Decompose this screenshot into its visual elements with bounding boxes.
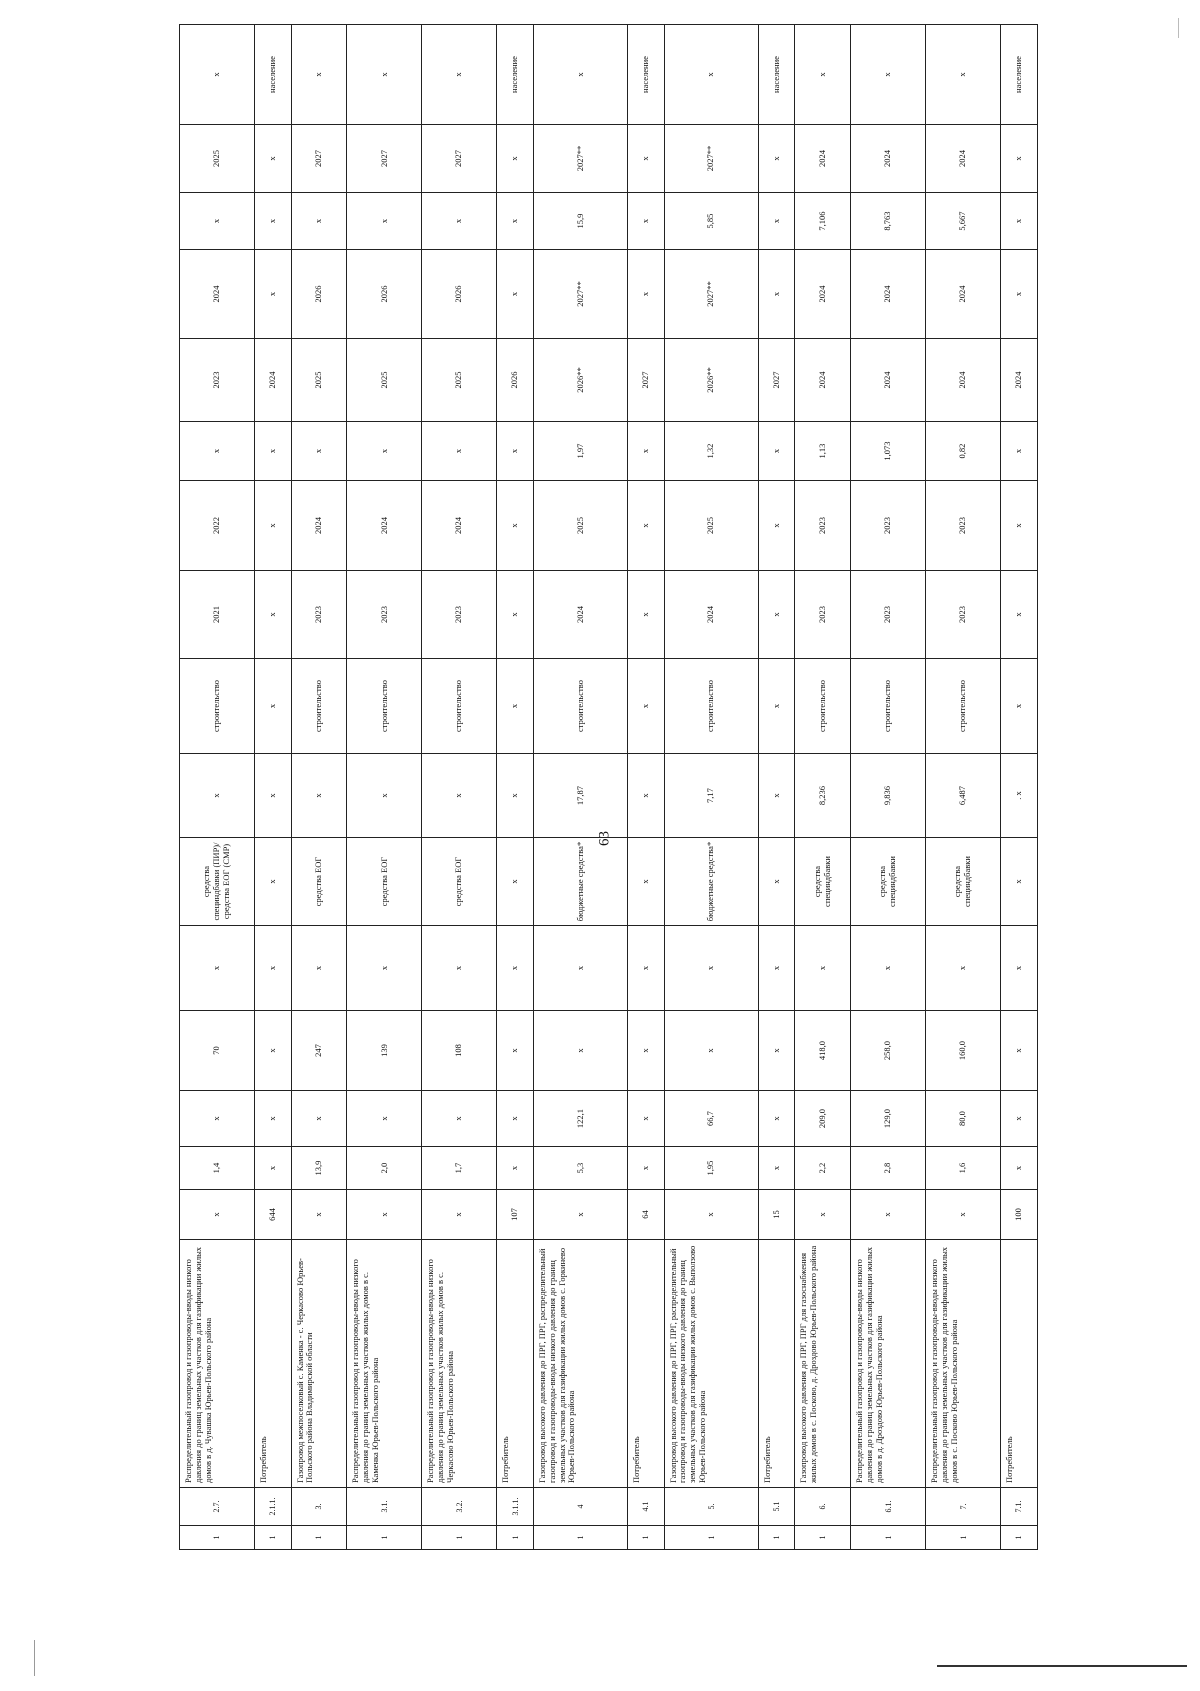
table-cell: x (254, 838, 291, 926)
table-cell: x (628, 1147, 665, 1190)
table-cell: 70 (180, 1011, 255, 1091)
row-name: Потребитель (497, 1240, 534, 1488)
table-cell: 1,13 (795, 422, 851, 481)
row-marker: 1 (1001, 1526, 1038, 1550)
row-marker: 1 (422, 1526, 497, 1550)
table-cell: 2023 (291, 571, 347, 659)
table-cell: x (254, 250, 291, 339)
table-cell: 5,85 (664, 193, 758, 250)
table-cell: средства специндбавки (795, 838, 851, 926)
table-cell: 139 (347, 1011, 422, 1091)
table-cell: x (628, 422, 665, 481)
row-name: Газопровод высокого давления до ПРГ, ПРГ, распределительный газопровод и газопроводы-вводы низкого давления до границ земельных участков для газификации жилых домов с. Горкинево Юрьев-Польского района (533, 1240, 627, 1488)
table-cell: строительство (926, 659, 1001, 754)
table-cell: строительство (347, 659, 422, 754)
table-cell: x (758, 1091, 795, 1147)
table-cell: x (628, 250, 665, 339)
table-cell: средства специндбавки (926, 838, 1001, 926)
table-row (795, 25, 851, 1550)
table-cell: 1,6 (926, 1147, 1001, 1190)
table-cell: население (254, 25, 291, 125)
table-cell: 66,7 (664, 1091, 758, 1147)
table-cell: x (1001, 926, 1038, 1011)
table-cell: строительство (180, 659, 255, 754)
table-cell: 13,9 (291, 1147, 347, 1190)
table-cell: x (758, 754, 795, 838)
table-cell: 2022 (180, 481, 255, 571)
table-cell: x (1001, 1091, 1038, 1147)
table-cell: x (180, 1190, 255, 1240)
table-cell: x (291, 926, 347, 1011)
table-cell: x (758, 926, 795, 1011)
table-cell: 0,82 (926, 422, 1001, 481)
table-cell: x (1001, 250, 1038, 339)
row-marker: 1 (664, 1526, 758, 1550)
row-index: 6.1. (851, 1488, 926, 1526)
table-cell: 2,2 (795, 1147, 851, 1190)
table-cell: x (1001, 422, 1038, 481)
row-index: 6. (795, 1488, 851, 1526)
table-cell: x (497, 754, 534, 838)
gasification-table (179, 24, 1038, 1550)
row-name: Потребитель (628, 1240, 665, 1488)
table-cell: 2023 (347, 571, 422, 659)
row-name: Потребитель (758, 1240, 795, 1488)
row-index: 3.2. (422, 1488, 497, 1526)
row-name: Потребитель (1001, 1240, 1038, 1488)
table-cell: 2021 (180, 571, 255, 659)
table-cell: x (1001, 125, 1038, 193)
table-cell: 2027 (758, 339, 795, 422)
table-cell: x (758, 659, 795, 754)
table-cell: x (291, 25, 347, 125)
table-cell: x (664, 926, 758, 1011)
table-cell: 2025 (664, 481, 758, 571)
table-cell: 2023 (795, 481, 851, 571)
row-marker: 1 (758, 1526, 795, 1550)
table-cell: 2,0 (347, 1147, 422, 1190)
table-cell: x (254, 1011, 291, 1091)
table-cell: 2024 (926, 250, 1001, 339)
table-body (180, 25, 1038, 1550)
table-cell: 2024 (795, 250, 851, 339)
table-cell: x (795, 25, 851, 125)
table-cell: x (497, 571, 534, 659)
row-index: 3. (291, 1488, 347, 1526)
table-cell: 2024 (926, 339, 1001, 422)
table-cell: 2027 (347, 125, 422, 193)
table-cell: x (497, 1091, 534, 1147)
table-cell: 1,32 (664, 422, 758, 481)
table-cell: строительство (851, 659, 926, 754)
row-name: Распределительный газопровод и газопроводы-вводы низкого давления до границ земельных участков жилых домов в с. Каменка Юрьев-Польского района (347, 1240, 422, 1488)
table-cell: 2024 (291, 481, 347, 571)
table-cell: строительство (795, 659, 851, 754)
table-cell: 100 (1001, 1190, 1038, 1240)
table-cell: x (291, 1091, 347, 1147)
table-cell: x (497, 838, 534, 926)
table-cell: 1,7 (422, 1147, 497, 1190)
scan-edge-mark-right (1178, 18, 1179, 38)
table-cell: 9,836 (851, 754, 926, 838)
table-cell: x (254, 125, 291, 193)
table-cell: x (347, 754, 422, 838)
table-cell: население (758, 25, 795, 125)
table-cell: x (347, 1190, 422, 1240)
table-cell: 1,073 (851, 422, 926, 481)
table-cell: x (1001, 481, 1038, 571)
table-cell: x (497, 659, 534, 754)
table-cell: 2025 (422, 339, 497, 422)
table-cell: x (628, 754, 665, 838)
table-cell: 2025 (533, 481, 627, 571)
table-row (180, 25, 255, 1550)
table-cell: 2023 (926, 481, 1001, 571)
table-cell: x (422, 193, 497, 250)
table-cell: x (1001, 571, 1038, 659)
row-marker: 1 (533, 1526, 627, 1550)
table-cell: x (180, 422, 255, 481)
table-row (347, 25, 422, 1550)
table-cell: строительство (664, 659, 758, 754)
row-index: 2.1.1. (254, 1488, 291, 1526)
table-cell: x (497, 125, 534, 193)
table-cell: 2026 (422, 250, 497, 339)
table-cell: 644 (254, 1190, 291, 1240)
table-cell: 2023 (180, 339, 255, 422)
row-marker: 1 (291, 1526, 347, 1550)
table-cell: 2023 (795, 571, 851, 659)
table-cell: x (422, 422, 497, 481)
table-cell: 2027** (533, 125, 627, 193)
table-cell: x (347, 422, 422, 481)
table-cell: x (533, 25, 627, 125)
table-cell: 258,0 (851, 1011, 926, 1091)
scan-edge-line (937, 1665, 1187, 1667)
table-cell: x (628, 1011, 665, 1091)
table-cell: x (180, 193, 255, 250)
table-cell: 7,106 (795, 193, 851, 250)
table-cell: 5,667 (926, 193, 1001, 250)
table-cell: 2027 (628, 339, 665, 422)
table-cell: население (497, 25, 534, 125)
table-cell: 2026** (533, 339, 627, 422)
row-name: Газопровод высокого давления до ПРГ, ПРГ, распределительный газопровод и газопроводы-вводы низкого давления до границ земельных участков для газификации жилых домов с. Выползово Юрьев-Польского района (664, 1240, 758, 1488)
table-cell: x (254, 1147, 291, 1190)
table-row (422, 25, 497, 1550)
table-cell: x (628, 571, 665, 659)
table-cell: x (1001, 1147, 1038, 1190)
table-cell: x (180, 1091, 255, 1147)
table-cell: 17,87 (533, 754, 627, 838)
table-cell: 418,0 (795, 1011, 851, 1091)
table-cell: x (1001, 659, 1038, 754)
row-index: 7. (926, 1488, 1001, 1526)
table-cell: x (254, 659, 291, 754)
table-cell: 80,0 (926, 1091, 1001, 1147)
table-cell: строительство (533, 659, 627, 754)
table-cell: x (254, 193, 291, 250)
table-cell: x (628, 193, 665, 250)
table-cell: 2024 (851, 250, 926, 339)
table-cell: x (533, 1190, 627, 1240)
table-cell: 108 (422, 1011, 497, 1091)
table-cell: 2027** (533, 250, 627, 339)
table-cell: 15 (758, 1190, 795, 1240)
table-cell: средства специндбавки (ПИР)/средства ЕОГ (СМР) (180, 838, 255, 926)
table-cell: x (795, 1190, 851, 1240)
table-cell: 1,4 (180, 1147, 255, 1190)
table-cell: x (291, 1190, 347, 1240)
table-cell: население (1001, 25, 1038, 125)
table-cell: 2025 (347, 339, 422, 422)
row-marker: 1 (254, 1526, 291, 1550)
row-marker: 1 (851, 1526, 926, 1550)
page-number: 63 (596, 831, 613, 846)
table-cell: x (758, 571, 795, 659)
table-cell: 247 (291, 1011, 347, 1091)
table-cell: 209,0 (795, 1091, 851, 1147)
row-marker: 1 (926, 1526, 1001, 1550)
table-cell: 2026 (347, 250, 422, 339)
table-row (926, 25, 1001, 1550)
table-cell: 2023 (851, 571, 926, 659)
table-cell: строительство (422, 659, 497, 754)
table-frame (179, 56, 1038, 1550)
table-cell: 2023 (422, 571, 497, 659)
table-cell: 2024 (795, 339, 851, 422)
row-name: Распределительный газопровод и газопроводы-вводы низкого давления до границ земельных участков для газификации жилых домов в д. Дроздово Юрьев-Польского района (851, 1240, 926, 1488)
table-cell: 2026 (291, 250, 347, 339)
table-cell: 2023 (851, 481, 926, 571)
table-cell: x (851, 1190, 926, 1240)
table-cell: 2026** (664, 339, 758, 422)
table-cell: население (628, 25, 665, 125)
table-cell: 2024 (1001, 339, 1038, 422)
table-cell: x (497, 1147, 534, 1190)
rotated-table-container (179, 56, 1038, 1550)
table-cell: x (291, 754, 347, 838)
row-index: 3.1. (347, 1488, 422, 1526)
row-name: Распределительный газопровод и газопроводы-вводы низкого давления до границ земельных участков для газификации жилых домов в с. Посково Юрьев-Польского района (926, 1240, 1001, 1488)
table-cell: x (758, 481, 795, 571)
table-cell: x (1001, 838, 1038, 926)
table-cell: x (533, 1011, 627, 1091)
table-row (851, 25, 926, 1550)
table-cell: 64 (628, 1190, 665, 1240)
table-cell: x (851, 926, 926, 1011)
table-cell: x (422, 25, 497, 125)
table-cell: x (664, 25, 758, 125)
table-cell: 2024 (347, 481, 422, 571)
table-row (254, 25, 291, 1550)
row-marker: 1 (628, 1526, 665, 1550)
table-cell: 2027 (422, 125, 497, 193)
table-cell: средства специндбавки (851, 838, 926, 926)
row-marker: 1 (347, 1526, 422, 1550)
table-cell: x (347, 1091, 422, 1147)
table-cell: 2024 (422, 481, 497, 571)
table-cell: x (180, 754, 255, 838)
table-cell: x (347, 193, 422, 250)
table-cell: x (347, 926, 422, 1011)
table-cell: x (291, 193, 347, 250)
row-marker: 1 (497, 1526, 534, 1550)
table-cell: x (664, 1190, 758, 1240)
table-cell: x (758, 838, 795, 926)
row-name: Распределительный газопровод и газопроводы-вводы низкого давления до границ земельных участков для газификации жилых домов в д. Чувашка Юрьев-Польского района (180, 1240, 255, 1488)
table-cell: 6,487 (926, 754, 1001, 838)
table-cell: средства ЕОГ (347, 838, 422, 926)
row-marker: 1 (795, 1526, 851, 1550)
table-cell: 7,17 (664, 754, 758, 838)
table-cell: x (533, 926, 627, 1011)
table-cell: x (758, 1011, 795, 1091)
table-cell: x (254, 422, 291, 481)
table-cell: x (664, 1011, 758, 1091)
table-cell: 2027** (664, 125, 758, 193)
table-cell: x (758, 422, 795, 481)
row-name: Газопровод межпоселковый с. Каменка - с. Черкасово Юрьев-Польского района Владимирской области (291, 1240, 347, 1488)
table-cell: x (254, 1091, 291, 1147)
table-cell: x (628, 926, 665, 1011)
row-marker: 1 (180, 1526, 255, 1550)
table-cell: x (422, 1091, 497, 1147)
table-cell: 2026 (497, 339, 534, 422)
table-cell: 2024 (664, 571, 758, 659)
row-name: Распределительный газопровод и газопроводы-вводы низкого давления до границ земельных участков жилых домов в с. Черкасово Юрьев-Польского района (422, 1240, 497, 1488)
scan-edge-mark (34, 1640, 35, 1676)
table-cell: x (1001, 193, 1038, 250)
table-cell: x (422, 1190, 497, 1240)
row-index: 7.1. (1001, 1488, 1038, 1526)
table-row (758, 25, 795, 1550)
table-cell: x (758, 125, 795, 193)
table-cell: x (758, 250, 795, 339)
row-index: 2.7. (180, 1488, 255, 1526)
table-cell: x (254, 926, 291, 1011)
table-cell: x (851, 25, 926, 125)
row-index: 4.1 (628, 1488, 665, 1526)
table-cell: строительство (291, 659, 347, 754)
table-cell: x (497, 193, 534, 250)
table-cell: x (926, 25, 1001, 125)
table-cell: 2024 (254, 339, 291, 422)
table-cell: средства ЕОГ (291, 838, 347, 926)
row-name: Потребитель (254, 1240, 291, 1488)
table-cell: 2,8 (851, 1147, 926, 1190)
table-cell: 2024 (795, 125, 851, 193)
table-cell: x (1001, 1011, 1038, 1091)
table-row (1001, 25, 1038, 1550)
table-cell: x (347, 25, 422, 125)
table-cell: x (758, 193, 795, 250)
row-index: 5.1 (758, 1488, 795, 1526)
table-row (533, 25, 627, 1550)
table-cell: 2025 (180, 125, 255, 193)
table-cell: 5,3 (533, 1147, 627, 1190)
table-cell: x (497, 1011, 534, 1091)
table-cell: 107 (497, 1190, 534, 1240)
table-cell: x (628, 659, 665, 754)
table-cell: x (180, 926, 255, 1011)
table-cell: x (628, 1091, 665, 1147)
table-cell: x (628, 838, 665, 926)
table-cell: 2027 (291, 125, 347, 193)
table-cell: x (628, 481, 665, 571)
table-cell: 2024 (851, 339, 926, 422)
table-cell: 8,236 (795, 754, 851, 838)
table-cell: x (254, 754, 291, 838)
table-cell: средства ЕОГ (422, 838, 497, 926)
row-index: 4 (533, 1488, 627, 1526)
table-cell: x (758, 1147, 795, 1190)
table-cell: 2024 (926, 125, 1001, 193)
table-cell: x (254, 571, 291, 659)
table-cell: бюджетные средства* (664, 838, 758, 926)
table-cell: 2025 (291, 339, 347, 422)
table-cell: x (254, 481, 291, 571)
table-cell: x (291, 422, 347, 481)
table-cell: x (497, 422, 534, 481)
row-name: Газопровод высокого давления до ПРГ, ПРГ для газоснабжения жилых домов в с. Посково, д. Дроздово Юрьев-Польского района (795, 1240, 851, 1488)
table-cell: x (180, 25, 255, 125)
table-row (497, 25, 534, 1550)
table-cell: 1,97 (533, 422, 627, 481)
table-cell: 160,0 (926, 1011, 1001, 1091)
row-index: 3.1.1. (497, 1488, 534, 1526)
table-cell: 2023 (926, 571, 1001, 659)
table-cell: 2024 (533, 571, 627, 659)
table-cell: x (497, 926, 534, 1011)
table-cell: x (795, 926, 851, 1011)
table-cell: x (497, 481, 534, 571)
table-cell: . x (1001, 754, 1038, 838)
table-cell: 15,9 (533, 193, 627, 250)
table-cell: x (422, 754, 497, 838)
table-row (291, 25, 347, 1550)
table-cell: 2024 (851, 125, 926, 193)
table-cell: x (497, 250, 534, 339)
table-row (628, 25, 665, 1550)
table-row (664, 25, 758, 1550)
table-cell: x (628, 125, 665, 193)
table-cell: 2024 (180, 250, 255, 339)
row-index: 5. (664, 1488, 758, 1526)
table-cell: 122,1 (533, 1091, 627, 1147)
table-cell: 129,0 (851, 1091, 926, 1147)
table-cell: x (926, 1190, 1001, 1240)
table-cell: 2027** (664, 250, 758, 339)
table-cell: x (422, 926, 497, 1011)
table-cell: бюджетные средства* (533, 838, 627, 926)
table-cell: 8,763 (851, 193, 926, 250)
table-cell: 1,95 (664, 1147, 758, 1190)
table-cell: x (926, 926, 1001, 1011)
